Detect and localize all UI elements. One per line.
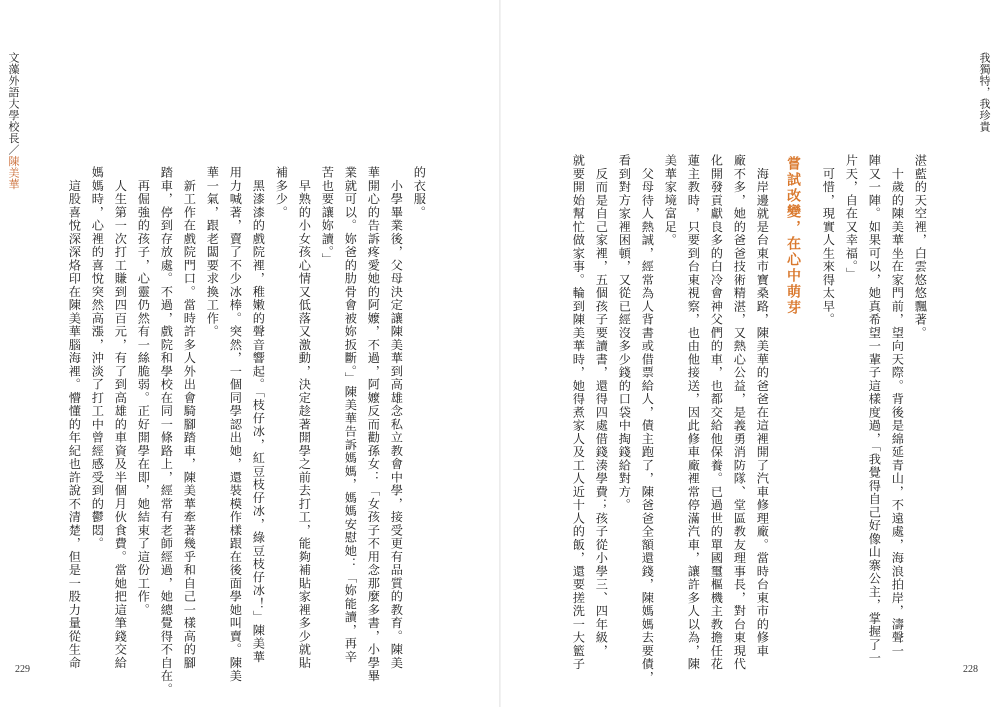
section-heading: 嘗試改變，在心中萌芽 (785, 156, 801, 316)
text-column: 華一氣，跟老闆要求換工作。 (205, 166, 220, 339)
text-column: 化開發貢獻良多的白冷會神父們的車，也都交給他保養。已過世的單國璽樞機主教擔任花 (709, 154, 724, 671)
text-column: 人生第一次打工賺到四百元，有了到高雄的車資及半個月伙食費。當她把這筆錢交給 (113, 166, 128, 670)
page-number: 228 (963, 664, 978, 675)
text-column: 苦也要讓妳讀。」 (320, 166, 335, 266)
text-column: 反而是自己家裡，五個孩子要讀書，還得四處借錢湊學費；孩子從小學三、四年級， (594, 154, 609, 658)
running-head-author: 陳美華 (7, 155, 20, 190)
text-column: 廠不多，她的爸爸技術精湛，又熱心公益，是義勇消防隊、堂區教友理事長，對台東現代 (732, 154, 747, 671)
text-column: 補多少。 (274, 166, 289, 219)
left-running-head (7, 52, 19, 190)
text-column: 湛藍的天空裡，白雲悠悠飄著。 (913, 154, 928, 340)
text-column: 媽媽時，心裡的喜悅突然高漲，沖淡了打工中曾經感受到的鬱悶。 (90, 166, 105, 551)
text-column: 海岸邊就是台東市寶桑路，陳美華的爸爸在這裡開了汽車修理廠。當時台東市的修車 (755, 154, 770, 658)
text-column: 美華家境富足。 (663, 154, 678, 247)
text-column: 再倔強的孩子，心靈仍然有一絲脆弱。正好開學在即，她結束了這份工作。 (136, 166, 151, 617)
text-column: 片天，自在又幸福。」 (844, 154, 859, 281)
text-column: 踏車，停到存放處。不過，戲院和學校在同一條路上，經常有老師經過，她總覺得不自在。 (159, 166, 174, 696)
text-column: 小學畢業後，父母決定讓陳美華到高雄念私立教會中學，接受更有品質的教育。陳美 (389, 166, 404, 670)
text-column: 這股喜悅深深烙印在陳美華腦海裡。懵懂的年紀也許說不清楚，但是一股力量從生命 (67, 166, 82, 670)
text-column: 父母待人熱誠，經常為人背書或借票給人，債主跑了，陳爸爸全額還錢，陳媽媽去要債， (640, 154, 655, 684)
text-column: 的衣服。 (412, 166, 427, 219)
text-column: 業就可以。妳爸的肋骨會被妳扳斷。」陳美華告訴媽媽，媽媽安慰她：「妳能讀，再辛 (343, 166, 358, 664)
text-column: 蓮主教時，只要到台東視察，也由他接送，因此修車廠裡常停滿汽車，讓許多人以為，陳 (686, 154, 701, 671)
text-column: 黑漆漆的戲院裡，稚嫩的聲音響起。「枝仔冰，紅豆枝仔冰，綠豆枝仔冰！」陳美華 (251, 166, 266, 664)
right-running-head: 我獨特，我珍貴 (978, 52, 991, 133)
text-column: 用力喊著，賣了不少冰棒。突然，一個同學認出她，還裝模作樣跟在後面學她叫賣。陳美 (228, 166, 243, 683)
text-column: 華開心的告訴疼愛她的阿嬤，不過，阿嬤反而勸孫女：「女孩子不用念那麼多書，小學畢 (366, 166, 381, 683)
text-column: 新工作在戲院門口。當時許多人外出會騎腳踏車，陳美華牽著幾乎和自己一樣高的腳 (182, 166, 197, 670)
text-column: 就要開始幫忙做家事。輪到陳美華時，她得煮家人及工人近十人的飯，還要搓洗一大籃子 (571, 154, 586, 671)
right-page (500, 0, 1000, 707)
text-column: 早熟的小女孩心情又低落又激動，決定趁著開學之前去打工，能夠補貼家裡多少就貼 (297, 166, 312, 670)
text-column: 十歲的陳美華坐在家門前，望向天際。背後是綿延青山，不遠處，海浪拍岸，濤聲一 (890, 154, 905, 658)
page-number: 229 (15, 664, 30, 675)
text-column: 可惜，現實人生來得太早。 (821, 154, 836, 327)
text-column: 陣又一陣。如果可以，她真希望一輩子這樣度過，「我覺得自己好像山寨公主，掌握了一 (867, 154, 882, 665)
text-column: 看到對方家裡困頓，又從已經沒多少錢的口袋中掏錢給對方。 (617, 154, 632, 512)
running-head-title: 文藻外語大學校長／ (7, 52, 20, 156)
